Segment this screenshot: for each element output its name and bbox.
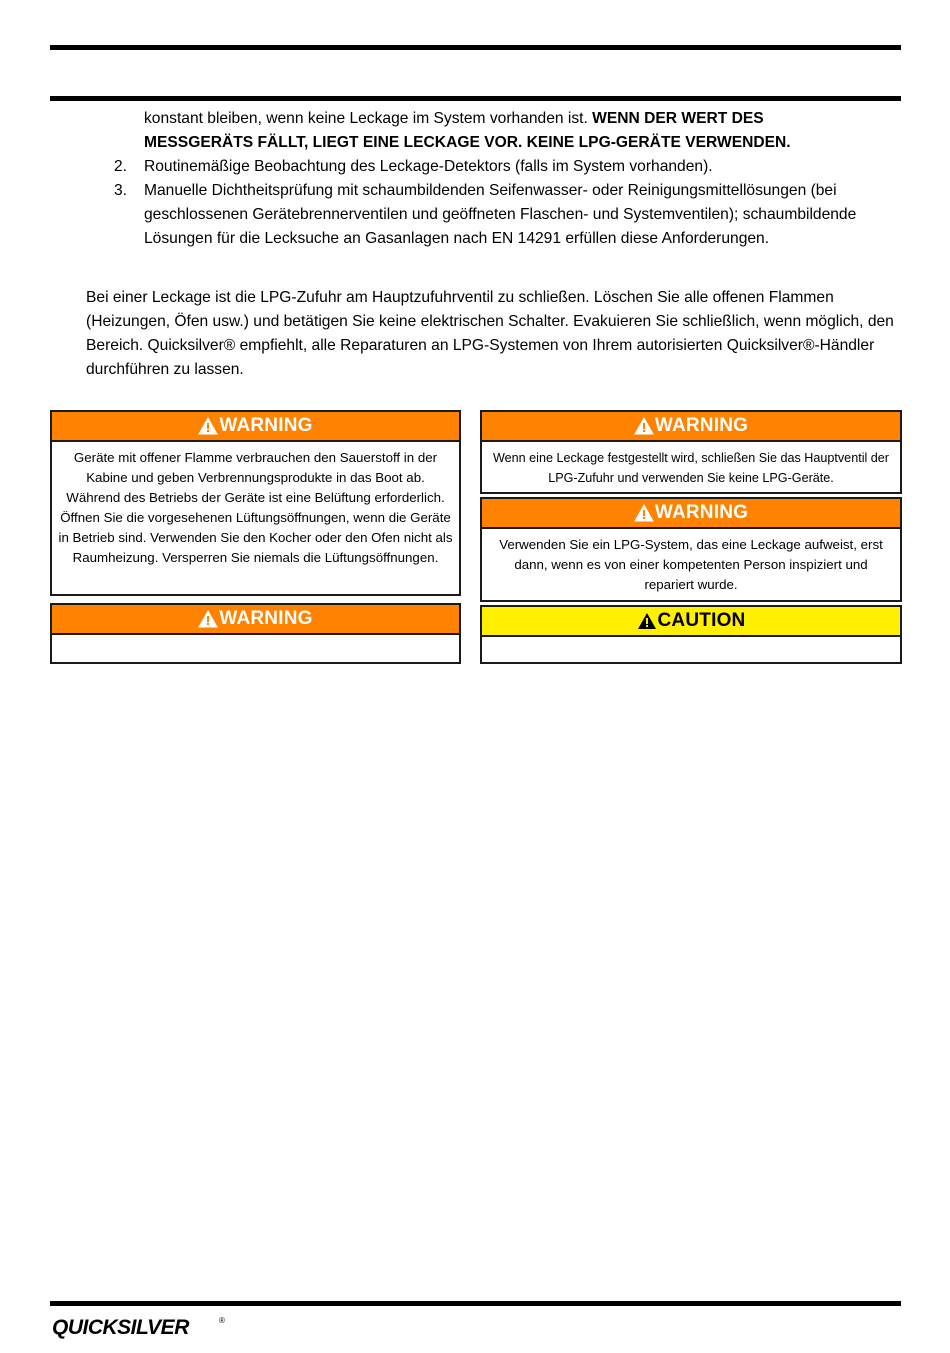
warning-label: WARNING — [219, 415, 313, 436]
list-item — [114, 155, 904, 179]
warning-triangle-icon — [634, 504, 654, 522]
warning-triangle-icon — [634, 417, 654, 435]
list-item — [114, 179, 904, 251]
continuation-text: konstant bleiben, wenn keine Leckage im System vorhanden ist. — [144, 110, 593, 127]
list-number: 3. — [114, 182, 128, 199]
caution-label: CAUTION — [657, 610, 746, 631]
numbered-list — [114, 155, 904, 251]
warning-header — [52, 605, 459, 635]
warning-box — [50, 410, 461, 596]
caution-box — [480, 605, 902, 664]
warning-header — [52, 412, 459, 442]
warning-label: WARNING — [654, 415, 749, 436]
continuation-bold-text: WENN DER WERT DES MESSGERÄTS FÄLLT, LIEGT EINE LECKAGE VOR. KEINE LPG-GERÄTE VERWENDEN. — [144, 110, 791, 151]
footer-rule — [50, 1301, 901, 1306]
warning-text: Wenn eine Leckage festgestellt wird, schließen Sie das Hauptventil der LPG-Zufuhr und verwenden Sie keine LPG-Geräte. — [493, 451, 889, 485]
warning-text — [52, 635, 459, 647]
warning-label: WARNING — [219, 608, 313, 629]
body-paragraph: Bei einer Leckage ist die LPG-Zufuhr am Hauptzufuhrventil zu schließen. Löschen Sie alle offenen Flammen (Heizungen, Öfen usw.) und betätigen Sie keine elektrischen Schalter. Evakuieren Sie schließlich, wenn möglich, den Bereich. Quicksilver® empfiehlt, alle Reparaturen an LPG-Systemen von Ihrem autorisierten Quicksilver®-Händler durchführen zu lassen. — [86, 289, 894, 378]
caution-triangle-icon — [637, 612, 657, 630]
list-item-continuation — [144, 107, 864, 155]
warning-triangle-icon — [198, 610, 218, 628]
warning-box — [480, 497, 902, 602]
caution-text — [482, 637, 900, 649]
list-text: Manuelle Dichtheitsprüfung mit schaumbildenden Seifenwasser- oder Reinigungsmittellösungen (bei geschlossenen Gerätebrennerventilen und geöffneten Flaschen- und Systemventilen); schaumbildende Lösungen für die Lecksuche an Gasanlagen nach EN 14291 erfüllen diese Anforderungen. — [144, 182, 857, 247]
quicksilver-logo: QUICKSILVER — [52, 1316, 189, 1339]
warning-triangle-icon — [198, 417, 218, 435]
warning-header — [482, 412, 900, 442]
warning-text: Verwenden Sie ein LPG-System, das eine Leckage aufweist, erst dann, wenn es von einer kompetenten Person inspiziert und repariert wurde. — [499, 537, 883, 592]
warning-box — [480, 410, 902, 494]
list-text: Routinemäßige Beobachtung des Leckage-Detektors (falls im System vorhanden). — [144, 158, 713, 175]
warning-label: WARNING — [654, 502, 749, 523]
warning-header — [482, 499, 900, 529]
registered-mark: ® — [219, 1316, 225, 1325]
warning-text: Geräte mit offener Flamme verbrauchen den Sauerstoff in der Kabine und geben Verbrennungsprodukte in das Boot ab. Während des Betriebs der Geräte ist eine Belüftung erforderlich. Öffnen Sie die vorgesehenen Lüftungsöffnungen, wenn die Geräte in Betrieb sind. Verwenden Sie den Kocher oder den Ofen nicht als Raumheizung. Versperren Sie niemals die Lüftungsöffnungen. — [58, 450, 453, 565]
warning-box — [50, 603, 461, 664]
list-number: 2. — [114, 158, 128, 175]
top-rule — [50, 45, 901, 50]
header-rule — [50, 96, 901, 101]
caution-header — [482, 607, 900, 637]
